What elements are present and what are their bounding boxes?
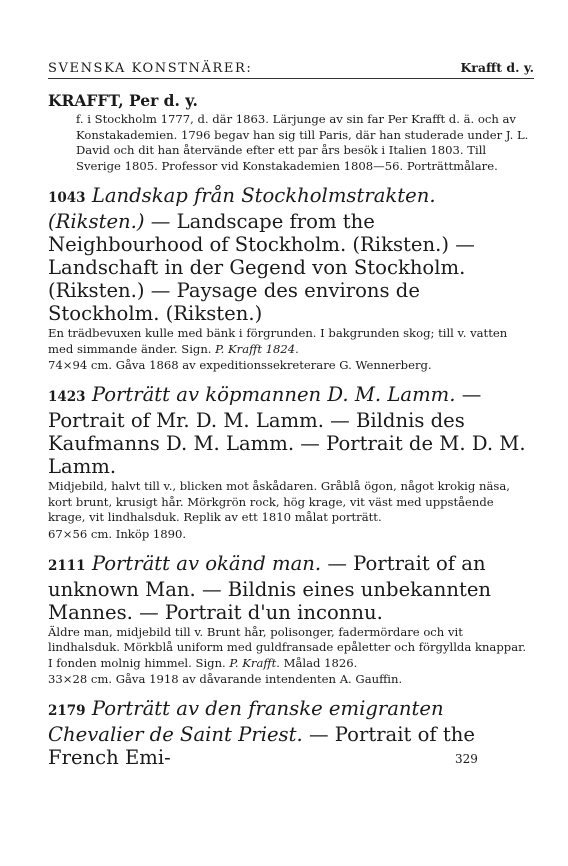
- entry-title-translations: — Portrait of an unknown Man. — Bildnis eines unbekannten Mannes. — Portrait d'un inconnu.: [48, 551, 492, 624]
- entry-title-swedish: Porträtt av den franske emigranten Chevalier de Saint Priest.: [48, 697, 444, 746]
- entry-title-translations: — Landscape from the Neighbourhood of Stockholm. (Riksten.) — Landschaft in der Gegend von Stockholm. (Riksten.) — Paysage des environs de Stockholm. (Riksten.): [48, 210, 475, 325]
- entry-title-translations: — Portrait of Mr. D. M. Lamm. — Bildnis des Kaufmanns D. M. Lamm. — Portrait de M. D. M. Lamm.: [48, 383, 526, 478]
- artist-bio: f. i Stockholm 1777, d. där 1863. Lärjunge av sin far Per Krafft d. ä. och av Konstakademien. 1796 begav han sig till Paris, där han studerade under J. L. David och dit han återvände efter ett par års besök i Italien 1803. Till Sverige 1805. Professor vid Konstakademien 1808—56. Porträttmålare.: [76, 112, 529, 173]
- entry-title-swedish: Landskap från Stockholmstrakten. (Riksten.): [48, 184, 436, 233]
- page-number: 329: [455, 752, 478, 766]
- entry-number: 2111: [48, 557, 86, 574]
- entry-meta: 67×56 cm. Inköp 1890.: [48, 526, 187, 541]
- entry-title-swedish: Porträtt av köpmannen D. M. Lamm.: [91, 383, 456, 406]
- entry-number: 1423: [48, 389, 86, 405]
- artist-name: KRAFFT, Per d. y.: [48, 91, 198, 110]
- entry-description: [48, 625, 534, 672]
- entry-meta: 74×94 cm. Gåva 1868 av expeditionssekreterare G. Wennerberg.: [48, 358, 432, 372]
- entry-title: [48, 184, 534, 325]
- entry-description-text: Midjebild, halvt till v., blicken mot åskådaren. Gråblå ögon, något krokig näsa, kort brunt, krusigt hår. Mörkgrön rock, hög krage, vit väst med uppstående krage, vit lindhalsduk. Replik av ett 1810 målat porträtt.: [48, 479, 510, 524]
- catalogue-entry: [48, 552, 534, 688]
- running-head-left: SVENSKA KONSTNÄRER:: [48, 61, 253, 76]
- catalogue-entry: [48, 383, 534, 542]
- entry-description-text: Äldre man, midjebild till v. Brunt hår, polisonger, fadermördare och vit lindhalsduk. Mörkblå uniform med guldfransade epåletter och förgyllda knappar. I fonden molnig himmel. Sign.: [48, 624, 527, 670]
- entry-number: 1043: [48, 190, 86, 206]
- entry-description: [48, 326, 534, 357]
- catalogue-entry: [48, 184, 534, 373]
- running-head-right: Krafft d. y.: [460, 60, 534, 75]
- entry-title-swedish: Porträtt av okänd man.: [91, 551, 322, 575]
- entry-title-translations: — Portrait of the French Emi-: [48, 723, 475, 769]
- entry-signature: P. Krafft 1824.: [215, 341, 299, 356]
- entry-number: 2179: [48, 703, 86, 719]
- entry-meta: 33×28 cm. Gåva 1918 av dåvarande intendenten A. Gauffin.: [48, 672, 403, 686]
- entry-description: [48, 479, 534, 526]
- entry-title: [48, 552, 534, 624]
- catalogue-page: [48, 60, 534, 769]
- entry-title: [48, 383, 534, 478]
- entry-description-after: Målad 1826.: [279, 655, 358, 670]
- entry-signature: P. Krafft.: [229, 655, 280, 670]
- running-head: [48, 60, 534, 79]
- entry-description-text: En trädbevuxen kulle med bänk i förgrunden. I bakgrunden skog; till v. vatten med simmande änder. Sign.: [48, 326, 508, 356]
